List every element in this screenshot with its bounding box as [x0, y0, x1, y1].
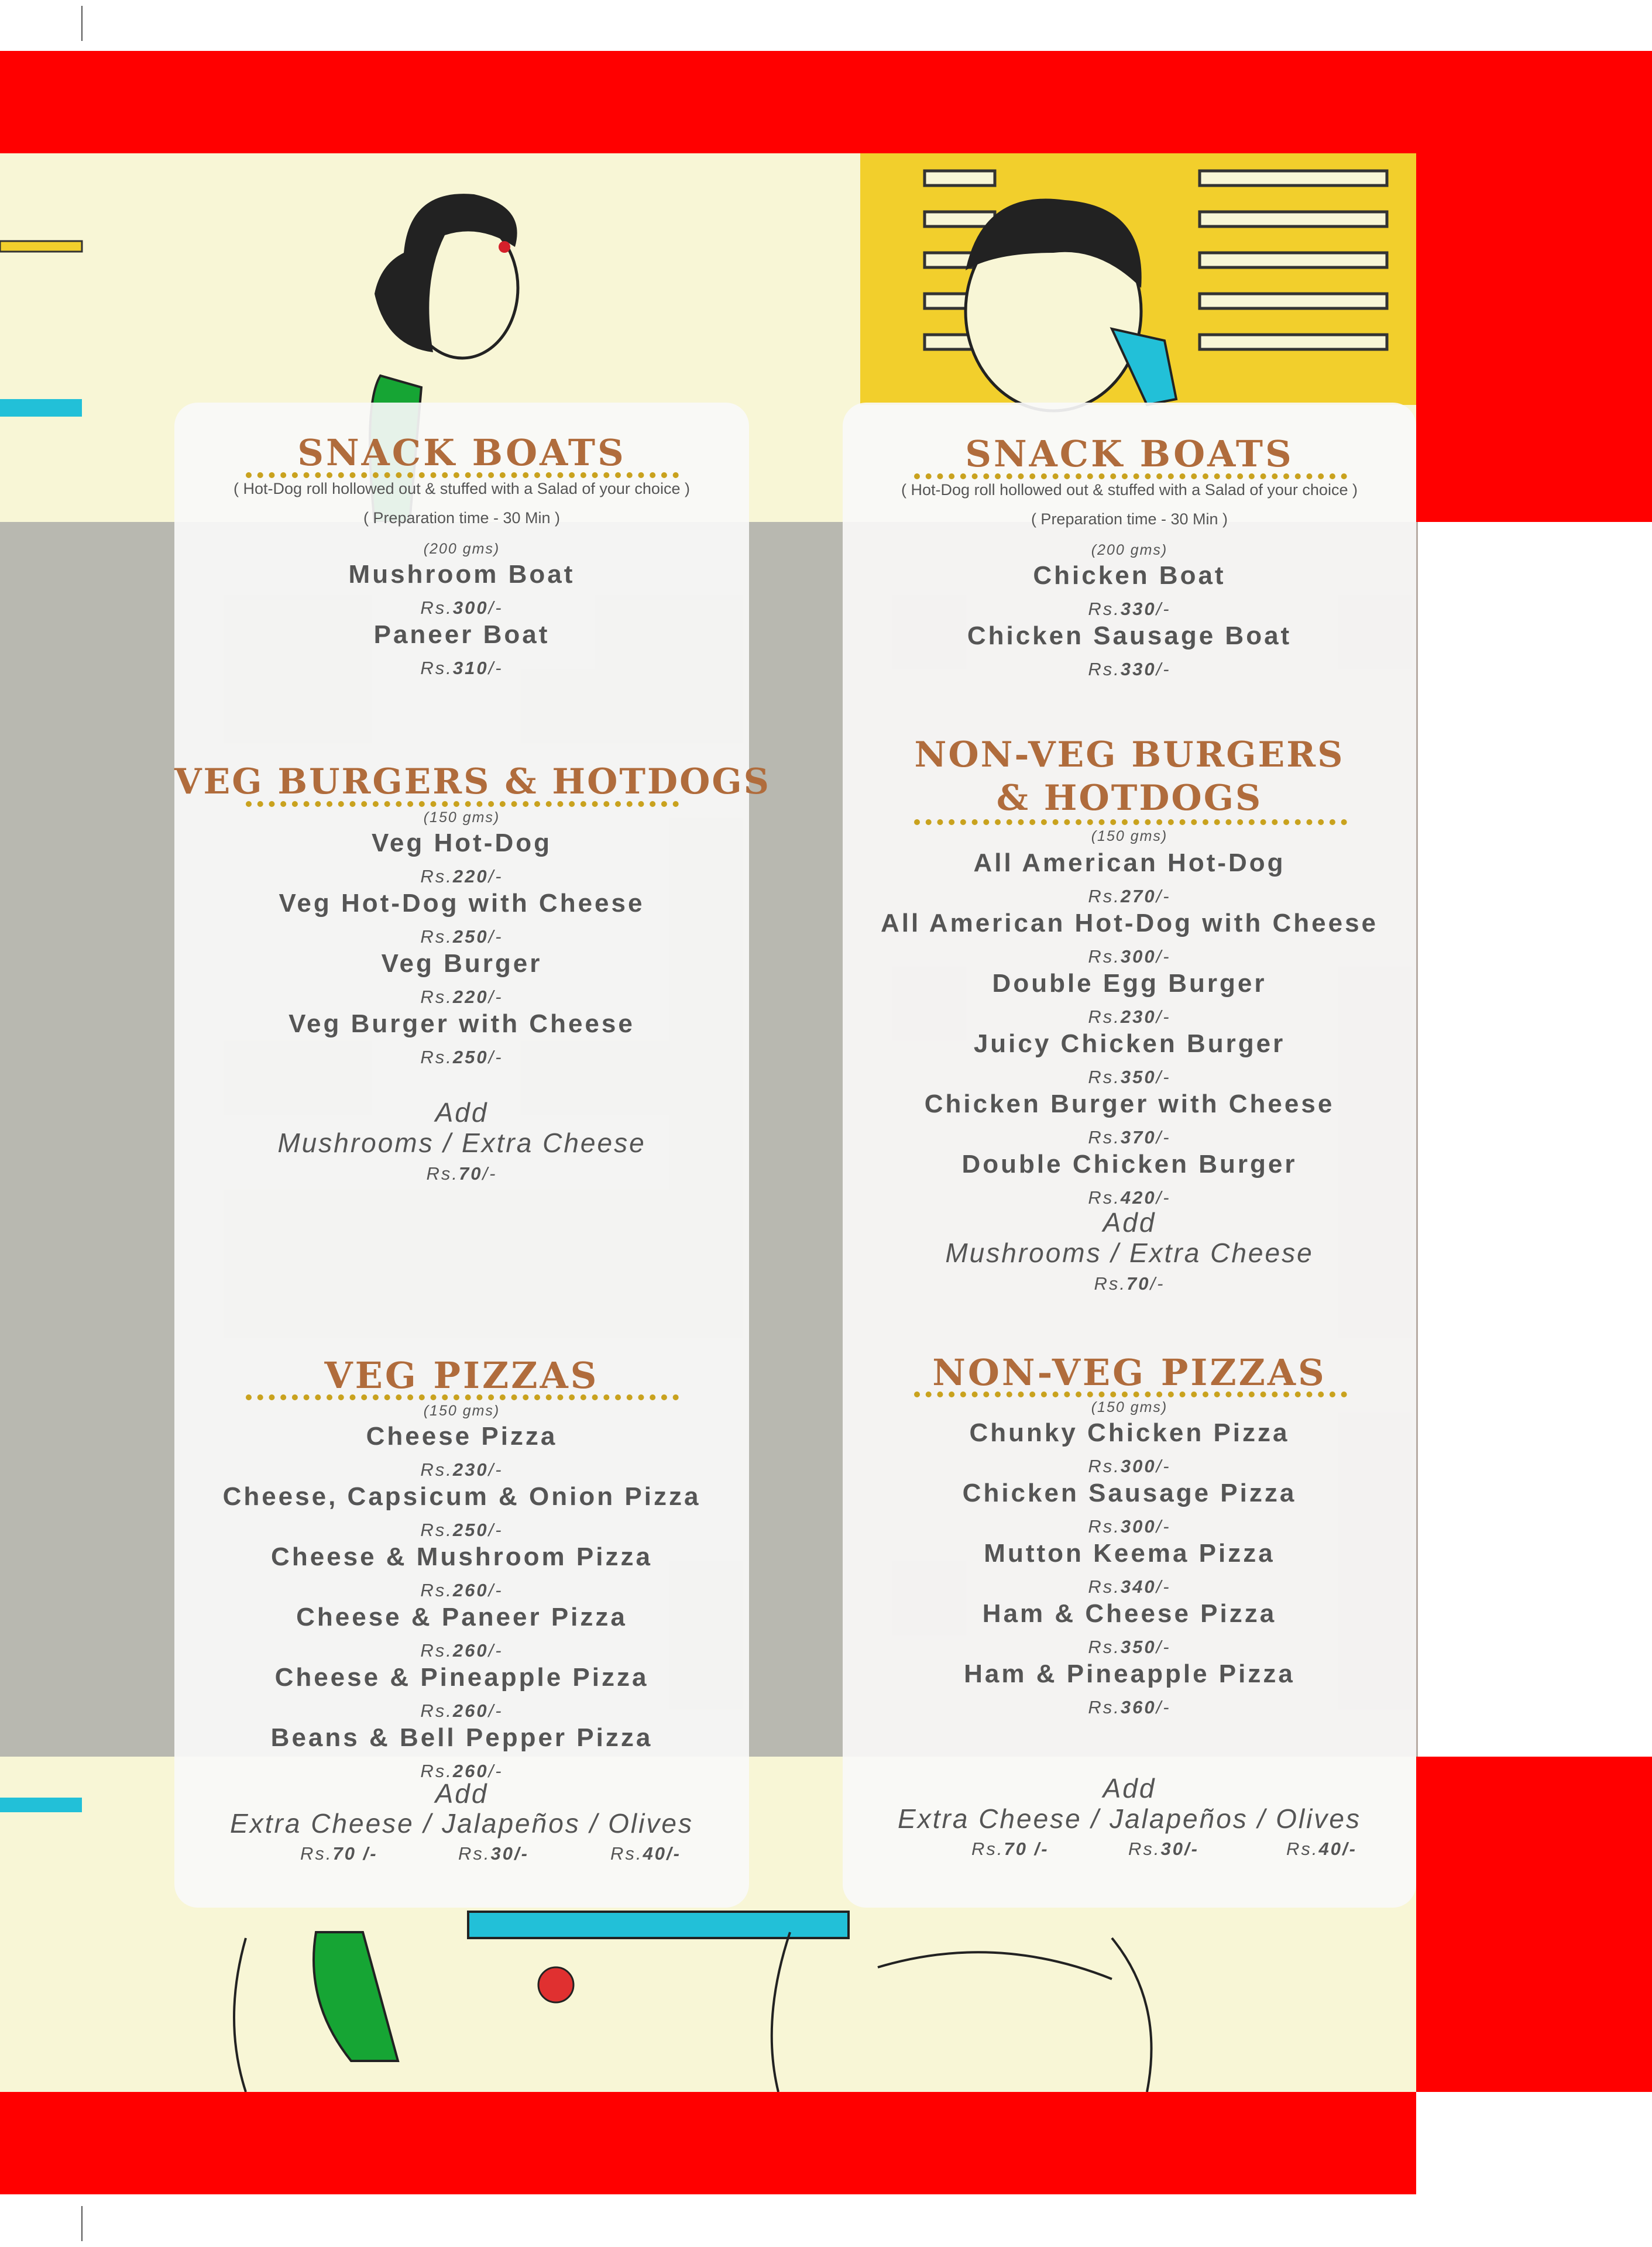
menu-item-price: Rs.310/- — [420, 658, 503, 678]
menu-item-name: Beans & Bell Pepper Pizza — [270, 1723, 653, 1752]
menu-item-price: Rs.350/- — [1088, 1067, 1171, 1087]
menu-item-price: Rs.370/- — [1088, 1127, 1171, 1147]
menu-item-price: Rs.260/- — [420, 1761, 503, 1781]
menu-item-name: Mushroom Boat — [348, 560, 575, 589]
menu-item-name: Veg Hot-Dog — [372, 829, 552, 857]
menu-item-price: Rs.220/- — [420, 987, 503, 1007]
non-veg-burgers-title-line1: NON-VEG BURGERS — [914, 734, 1345, 775]
crop-mark-bottom — [81, 2206, 83, 2241]
menu-item-price: Rs.270/- — [1088, 886, 1171, 906]
menu-item-price: Rs.300/- — [1088, 1456, 1171, 1476]
menu-item-name: Cheese & Mushroom Pizza — [271, 1542, 652, 1571]
menu-item-name: Paneer Boat — [373, 620, 550, 649]
menu-item-name: Veg Hot-Dog with Cheese — [279, 889, 645, 918]
menu-item-name: All American Hot-Dog — [973, 848, 1286, 877]
add-on-price: Rs.70/- — [1094, 1273, 1165, 1294]
menu-item-name: Double Chicken Burger — [961, 1150, 1297, 1179]
menu-item-name: Ham & Cheese Pizza — [982, 1599, 1277, 1628]
menu-item-name: Cheese, Capsicum & Onion Pizza — [222, 1482, 701, 1511]
menu-item-price: Rs.260/- — [420, 1640, 503, 1661]
snack-boats-prep-time: ( Preparation time - 30 Min ) — [1031, 510, 1228, 528]
menu-item-price: Rs.360/- — [1088, 1697, 1171, 1717]
snack-boats-title: SNACK BOATS — [965, 432, 1294, 475]
veg-burgers-title: VEG BURGERS & HOTDOGS — [174, 761, 771, 802]
menu-item-name: Veg Burger with Cheese — [289, 1009, 635, 1038]
menu-item-name: Chicken Sausage Pizza — [962, 1479, 1297, 1507]
add-on-items: Extra Cheese / Jalapeños / Olives — [230, 1808, 693, 1839]
menu-item-price: Rs.250/- — [420, 1520, 503, 1540]
non-veg-pizzas-weight: (150 gms) — [1091, 1399, 1168, 1415]
add-on-items: Extra Cheese / Jalapeños / Olives — [898, 1803, 1361, 1834]
snack-boats-weight: (200 gms) — [1091, 542, 1168, 558]
menu-item-name: Chunky Chicken Pizza — [969, 1418, 1290, 1447]
menu-item-name: Cheese & Paneer Pizza — [296, 1603, 627, 1631]
title-dotted-underline — [246, 472, 679, 478]
add-on-label: Add — [1103, 1773, 1156, 1803]
add-on-price: Rs.70/- — [426, 1163, 497, 1184]
menu-item-price: Rs.300/- — [1088, 946, 1171, 967]
add-on-price-jalapenos: Rs.30/- — [458, 1843, 529, 1864]
right-red-band-top — [1416, 153, 1652, 522]
menu-item-name: Chicken Burger with Cheese — [924, 1090, 1335, 1118]
snack-boats-prep-time: ( Preparation time - 30 Min ) — [363, 509, 561, 527]
add-on-items: Mushrooms / Extra Cheese — [277, 1128, 646, 1158]
snack-boats-weight: (200 gms) — [423, 541, 500, 557]
menu-item-name: All American Hot-Dog with Cheese — [880, 909, 1379, 937]
add-on-price-cheese: Rs.70 /- — [971, 1839, 1049, 1859]
title-dotted-underline — [914, 1392, 1347, 1397]
menu-item-name: Mutton Keema Pizza — [984, 1539, 1275, 1568]
add-on-label: Add — [435, 1778, 489, 1809]
menu-item-price: Rs.230/- — [1088, 1006, 1171, 1027]
title-dotted-underline — [914, 473, 1347, 479]
menu-item-price: Rs.300/- — [420, 597, 503, 618]
menu-item-name: Cheese Pizza — [366, 1422, 558, 1451]
menu-item-price: Rs.220/- — [420, 866, 503, 887]
snack-boats-title: SNACK BOATS — [297, 431, 626, 474]
menu-item-price: Rs.330/- — [1088, 659, 1171, 679]
menu-item-price: Rs.250/- — [420, 1047, 503, 1067]
non-veg-burgers-title-line2: & HOTDOGS — [996, 778, 1263, 819]
menu-item-name: Chicken Sausage Boat — [967, 621, 1292, 650]
menu-item-price: Rs.300/- — [1088, 1516, 1171, 1537]
veg-pizzas-title: VEG PIZZAS — [324, 1354, 599, 1397]
crop-mark-top — [81, 6, 83, 41]
add-on-price-olives: Rs.40/- — [610, 1843, 681, 1864]
add-on-price-olives: Rs.40/- — [1286, 1839, 1357, 1859]
menu-item-name: Juicy Chicken Burger — [973, 1029, 1286, 1058]
veg-menu-panel — [174, 403, 771, 1908]
add-on-price-cheese: Rs.70 /- — [300, 1843, 378, 1864]
snack-boats-description: ( Hot-Dog roll hollowed out & stuffed with a Salad of your choice ) — [233, 480, 690, 497]
menu-item-name: Chicken Boat — [1033, 561, 1226, 590]
non-veg-burgers-weight: (150 gms) — [1091, 828, 1168, 844]
bottom-red-band — [0, 2092, 1416, 2194]
menu-item-price: Rs.330/- — [1088, 599, 1171, 619]
top-red-band — [0, 51, 1652, 153]
veg-pizzas-weight: (150 gms) — [423, 1403, 500, 1419]
title-dotted-underline — [246, 1394, 679, 1400]
menu-item-name: Veg Burger — [381, 949, 542, 978]
title-dotted-underline — [914, 819, 1347, 825]
add-on-label: Add — [435, 1097, 489, 1128]
menu-item-price: Rs.260/- — [420, 1700, 503, 1721]
menu-item-name: Cheese & Pineapple Pizza — [274, 1663, 649, 1692]
menu-item-name: Ham & Pineapple Pizza — [964, 1660, 1295, 1688]
right-red-band-bottom — [1416, 1757, 1652, 2092]
add-on-items: Mushrooms / Extra Cheese — [945, 1238, 1314, 1268]
add-on-label: Add — [1103, 1207, 1156, 1238]
non-veg-pizzas-title: NON-VEG PIZZAS — [932, 1351, 1327, 1394]
snack-boats-description: ( Hot-Dog roll hollowed out & stuffed with a Salad of your choice ) — [901, 481, 1358, 499]
menu-item-price: Rs.250/- — [420, 926, 503, 947]
non-veg-menu-panel — [843, 403, 1416, 1908]
title-dotted-underline — [246, 801, 679, 807]
menu-item-price: Rs.340/- — [1088, 1576, 1171, 1597]
veg-burgers-weight: (150 gms) — [423, 809, 500, 826]
menu-item-price: Rs.260/- — [420, 1580, 503, 1600]
menu-item-name: Double Egg Burger — [992, 969, 1267, 998]
menu-item-price: Rs.350/- — [1088, 1637, 1171, 1657]
add-on-price-jalapenos: Rs.30/- — [1128, 1839, 1199, 1859]
menu-item-price: Rs.420/- — [1088, 1187, 1171, 1208]
menu-item-price: Rs.230/- — [420, 1459, 503, 1480]
